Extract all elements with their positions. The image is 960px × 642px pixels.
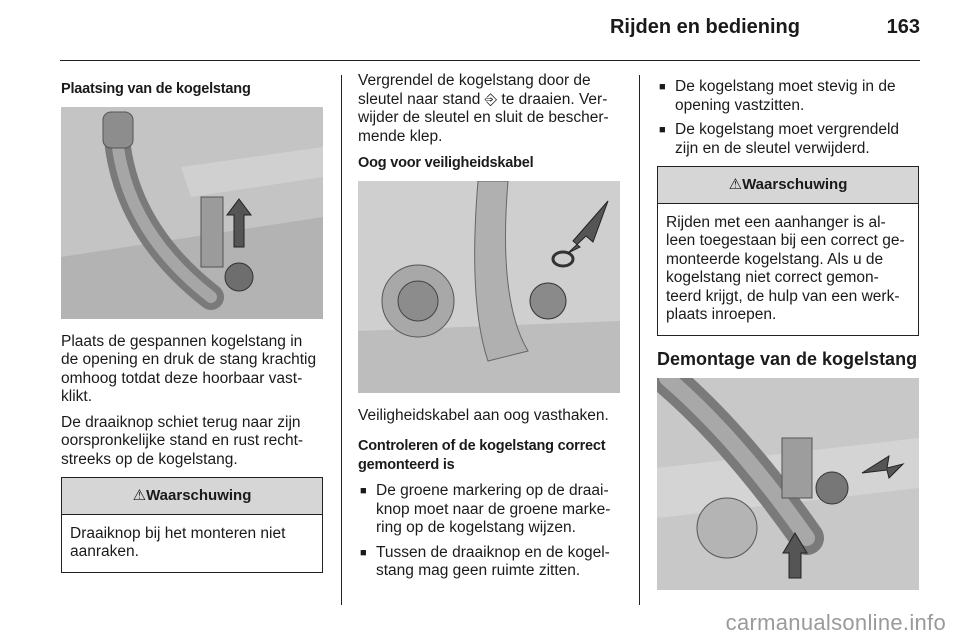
watermark: carmanualsonline.info [725, 610, 946, 635]
section-heading-check: Controleren of de kogelstang correct gemonteerd is [358, 438, 606, 473]
page-header-title: Rijden en bediening [609, 16, 800, 38]
figure-cable-eye [358, 181, 620, 393]
check-list [358, 482, 620, 581]
figure-caption: Veiligheidskabel aan oog vasthaken. [358, 406, 609, 424]
warning-text: Draaiknop bij het monteren niet aanraken. [70, 524, 286, 560]
warning-text: Rijden met een aanhanger is al- leen toegestaan bij een correct ge- monteerde kogelstang. Als u de kogelstang niet correct gemon- teerd krijgt, de hulp van een werk- plaats inroepen. [666, 213, 905, 323]
lock-icon: ⎆ [484, 90, 498, 108]
column-1 [61, 72, 323, 581]
page-number: 163 [886, 16, 920, 38]
warning-title: Waarschuwing [146, 487, 252, 504]
list-item: ■ De kogelstang moet vergrendeld zijn en de sleutel verwijderd. [657, 121, 919, 158]
lock-text-after: te draaien. Ver- wijder de sleutel en sluit de bescher- mende klep. [358, 90, 609, 145]
warning-header [658, 167, 918, 204]
warning-title: Waarschuwing [742, 176, 848, 193]
list-item: ■ De groene markering op de draai- knop moet naar de groene marke- ring op de kogelstang wijzen. [358, 482, 620, 538]
warning-box [61, 477, 323, 573]
paragraph-insert: Plaats de gespannen kogelstang in de opening en druk de stang krachtig omhoog totdat deze hoorbaar vast- klikt. [61, 332, 317, 405]
column-divider-2 [639, 75, 640, 605]
column-divider-1 [341, 75, 342, 605]
list-item: ■ Tussen de draaiknop en de kogel- stang mag geen ruimte zitten. [358, 544, 620, 581]
lock-text-before: Vergrendel de kogelstang door de sleutel naar stand [358, 72, 591, 108]
section-heading-removal: Demontage van de kogelstang [657, 348, 918, 369]
warning-box [657, 166, 919, 336]
towbar-insert-illustration [61, 107, 323, 319]
warning-header [62, 478, 322, 515]
paragraph-knob: De draaiknop schiet terug naar zijn oorspronkelijke stand en rust recht- streeks op de kogelstang. [61, 413, 304, 468]
column-3 [657, 72, 919, 604]
towbar-removal-illustration [657, 378, 919, 590]
figure-removal [657, 378, 919, 590]
paragraph-lock [358, 72, 620, 146]
figure-insert-towbar [61, 107, 323, 319]
column-2 [358, 72, 620, 587]
section-heading-installation: Plaatsing van de kogelstang [61, 81, 251, 97]
cable-eye-illustration [358, 181, 620, 393]
list-item: ■ De kogelstang moet stevig in de opening vastzitten. [657, 78, 919, 115]
warning-triangle-icon: ⚠ [132, 487, 147, 504]
section-heading-cable-eye: Oog voor veiligheidskabel [358, 155, 534, 171]
header-rule [60, 60, 920, 61]
warning-triangle-icon: ⚠ [728, 176, 743, 193]
check-list-continued [657, 78, 919, 158]
